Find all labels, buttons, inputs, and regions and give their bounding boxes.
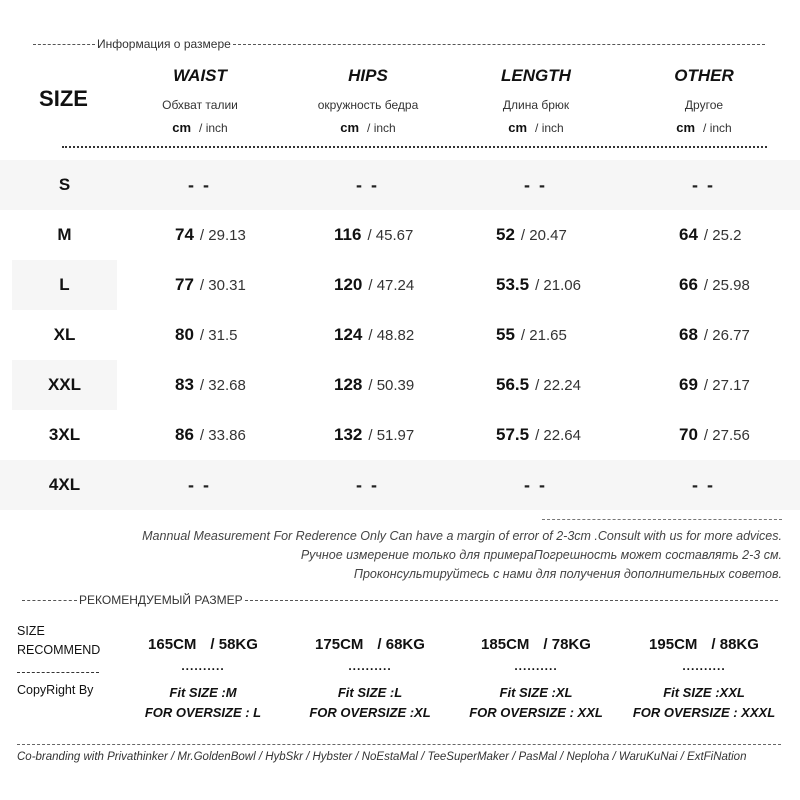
value-inch: / 25.98 [703, 276, 750, 294]
note-russian-1: Ручное измерение только для примераПогрешность может составлять 2-3 см. [300, 548, 782, 562]
size-recommend-label-1: SIZE [17, 624, 45, 638]
height: 175CM [315, 636, 364, 653]
size-table [0, 160, 800, 510]
cobranding-divider [17, 744, 781, 745]
size-cell: 3XL [48, 425, 81, 444]
value-inch: / 27.56 [703, 426, 750, 444]
weight: / 58KG [210, 636, 258, 653]
dots-separator: .......... [348, 659, 392, 673]
value-cm: 74 [175, 225, 194, 244]
other-column-header [629, 66, 779, 135]
value-inch: / 45.67 [367, 226, 414, 244]
table-row [0, 460, 800, 510]
waist-title: WAIST [173, 66, 227, 85]
dots-separator: .......... [682, 659, 726, 673]
oversize-size: FOR OVERSIZE : XXL [469, 705, 603, 720]
value-cell-empty: - - [356, 174, 379, 195]
value-inch: / 21.65 [520, 326, 567, 344]
table-row [0, 410, 800, 460]
value-cm: 128 [334, 375, 363, 394]
value-cm: 53.5 [496, 275, 530, 294]
value-cm: 52 [496, 225, 515, 244]
value-inch: / 48.82 [368, 326, 415, 344]
size-info-title-text: Информация о размере [97, 37, 231, 51]
oversize-size: FOR OVERSIZE :XL [309, 705, 431, 720]
dots-separator: .......... [514, 659, 558, 673]
fit-size: Fit SIZE :XL [499, 685, 573, 700]
recommendation-block [619, 636, 789, 720]
size-column-header: SIZE [39, 86, 88, 111]
value-cm: 56.5 [496, 375, 530, 394]
value-cell [334, 260, 414, 310]
oversize-size: FOR OVERSIZE : XXXL [632, 705, 776, 720]
fit-size: Fit SIZE :M [169, 685, 237, 700]
value-inch: / 21.06 [535, 276, 581, 294]
waist-subtitle: Обхват талии [162, 98, 238, 112]
recommend-title [22, 593, 778, 607]
value-cell [334, 310, 414, 360]
value-cell [679, 310, 750, 360]
other-title: OTHER [674, 66, 734, 85]
size-cell: M [57, 225, 72, 244]
value-cell-empty: - - [188, 174, 211, 195]
value-cell-empty: - - [524, 174, 547, 195]
value-cm: 66 [679, 275, 698, 294]
cobranding-text: Co-branding with Privathinker / Mr.GoldenBowl / HybSkr / Hybster / NoEstaMal / TeeSuperMaker / PasMal / Neploha / WaruKuNai / ExtFiNation [17, 751, 747, 763]
value-cell-empty: - - [356, 474, 379, 495]
recommendation-block [118, 636, 288, 720]
value-cell [679, 210, 741, 260]
recommend-title-text: РЕКОМЕНДУЕМЫЙ РАЗМЕР [79, 593, 243, 607]
note-english: Mannual Measurement For Rederence Only Can have a margin of error of 2-3cm .Consult with us for more advices. [142, 529, 782, 543]
table-row [0, 160, 800, 210]
value-cm: 132 [334, 425, 363, 444]
other-units: cm / inch [676, 120, 732, 135]
value-cm: 77 [175, 275, 194, 294]
copyright-label: CopyRight By [17, 683, 94, 697]
recommendation-block [451, 636, 621, 720]
measurement-notes [142, 527, 782, 584]
height-weight [619, 636, 789, 653]
height: 165CM [148, 636, 197, 653]
other-subtitle: Другое [684, 98, 724, 112]
value-cm: 68 [679, 325, 698, 344]
header-divider [62, 146, 767, 148]
value-cm: 55 [496, 325, 515, 344]
value-cell [334, 360, 414, 410]
note-russian-2: Проконсультируйтесь с нами для получения дополнительных советов. [353, 567, 782, 581]
value-cell [496, 410, 581, 460]
length-title: LENGTH [501, 66, 571, 85]
length-subtitle: Длина брюк [502, 98, 570, 112]
value-cm: 116 [334, 225, 362, 244]
size-cell: S [58, 175, 71, 194]
fit-size: Fit SIZE :L [337, 685, 403, 700]
value-cm: 83 [175, 375, 194, 394]
fit-size: Fit SIZE :XXL [663, 685, 745, 700]
value-cell [334, 210, 413, 260]
hips-subtitle: окружность бедра [317, 98, 419, 112]
value-cm: 120 [334, 275, 363, 294]
value-cm: 86 [175, 425, 194, 444]
height-weight [118, 636, 288, 653]
recommendation-block [285, 636, 455, 720]
value-cm: 70 [679, 425, 698, 444]
label-divider [17, 672, 99, 673]
value-inch: / 30.31 [199, 276, 246, 294]
value-inch: / 32.68 [199, 376, 246, 394]
height: 195CM [649, 636, 698, 653]
value-cell [496, 210, 567, 260]
weight: / 78KG [543, 636, 591, 653]
waist-column-header [125, 66, 275, 135]
value-cell [679, 360, 750, 410]
value-inch: / 50.39 [368, 376, 415, 394]
table-row [0, 310, 800, 360]
hips-column-header [293, 66, 443, 135]
value-cm: 124 [334, 325, 363, 344]
value-cell [175, 360, 246, 410]
height-weight [451, 636, 621, 653]
dots-separator: .......... [181, 659, 225, 673]
size-cell: L [12, 260, 117, 310]
weight: / 88KG [711, 636, 759, 653]
table-row [0, 210, 800, 260]
value-inch: / 20.47 [520, 226, 567, 244]
size-info-title [33, 37, 765, 51]
length-column-header [461, 66, 611, 135]
value-cm: 69 [679, 375, 698, 394]
value-inch: / 27.17 [703, 376, 750, 394]
value-cell [496, 360, 581, 410]
length-units: cm / inch [508, 120, 564, 135]
value-inch: / 22.24 [535, 376, 581, 394]
size-recommend-label-2: RECOMMEND [17, 643, 101, 657]
value-cell-empty: - - [692, 474, 715, 495]
value-cell [175, 260, 246, 310]
value-inch: / 26.77 [703, 326, 750, 344]
value-inch: / 51.97 [368, 426, 415, 444]
value-inch: / 25.2 [703, 226, 742, 244]
value-cell [334, 410, 414, 460]
value-cell [175, 310, 237, 360]
value-cell [679, 260, 750, 310]
value-cell-empty: - - [188, 474, 211, 495]
value-cell [175, 410, 246, 460]
value-cm: 64 [679, 225, 698, 244]
value-cell [679, 410, 750, 460]
oversize-size: FOR OVERSIZE : L [144, 705, 262, 720]
height: 185CM [481, 636, 530, 653]
table-row [0, 260, 800, 310]
waist-units: cm / inch [172, 120, 228, 135]
value-cell [175, 210, 246, 260]
value-cm: 57.5 [496, 425, 530, 444]
value-cell-empty: - - [524, 474, 547, 495]
size-cell: 4XL [48, 475, 81, 494]
value-inch: / 29.13 [199, 226, 246, 244]
value-cm: 80 [175, 325, 194, 344]
size-cell: XL [53, 325, 76, 344]
hips-units: cm / inch [340, 120, 396, 135]
value-cell-empty: - - [692, 174, 715, 195]
hips-title: HIPS [348, 66, 388, 85]
weight: / 68KG [377, 636, 425, 653]
value-cell [496, 260, 581, 310]
height-weight [285, 636, 455, 653]
value-inch: / 47.24 [368, 276, 415, 294]
table-row [0, 360, 800, 410]
value-inch: / 22.64 [535, 426, 581, 444]
value-inch: / 33.86 [199, 426, 246, 444]
value-inch: / 31.5 [199, 326, 238, 344]
size-cell: XXL [12, 360, 117, 410]
value-cell [496, 310, 567, 360]
